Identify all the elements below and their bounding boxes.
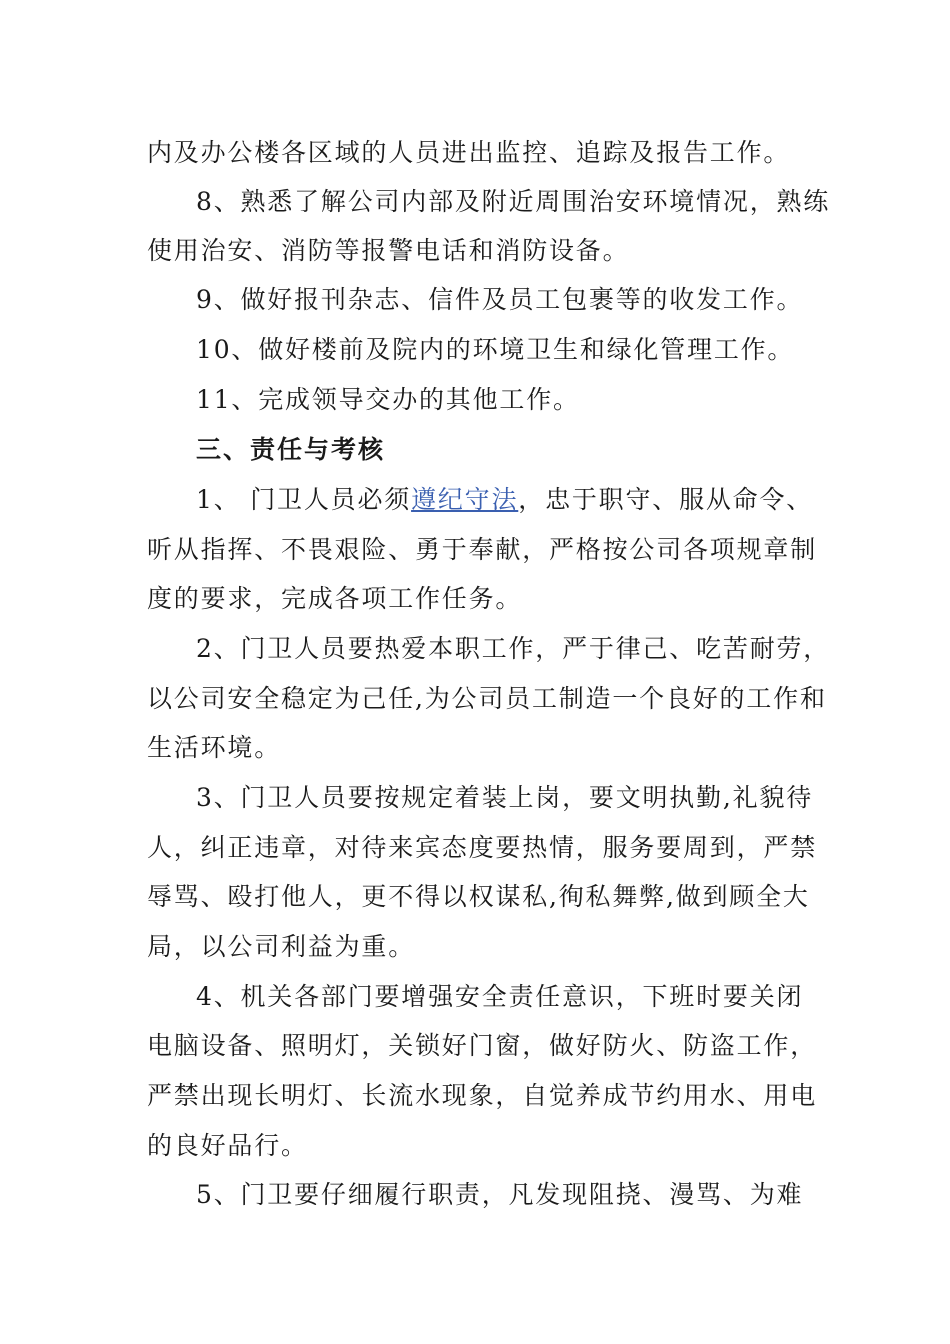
hyperlink-zunjishoufa[interactable]: 遵纪守法 <box>411 485 519 514</box>
item1-prefix: 1、 门卫人员必须 <box>196 485 412 514</box>
text-line: 内及办公楼各区域的人员进出监控、追踪及报告工作。 <box>147 138 791 167</box>
text-line: 严禁出现长明灯、长流水现象，自觉养成节约用水、用电 <box>147 1081 818 1110</box>
text-line: 以公司安全稳定为己任,为公司员工制造一个良好的工作和 <box>147 684 827 713</box>
text-line: 11、完成领导交办的其他工作。 <box>196 385 580 414</box>
text-line: 9、做好报刊杂志、信件及员工包裹等的收发工作。 <box>196 285 804 314</box>
text-line: 辱骂、殴打他人，更不得以权谋私,徇私舞弊,做到顾全大 <box>147 882 810 911</box>
text-line: 使用治安、消防等报警电话和消防设备。 <box>147 236 630 265</box>
item1-suffix: ，忠于职守、服从命令、 <box>518 485 814 514</box>
text-line: 生活环境。 <box>147 733 282 762</box>
text-line: 5、门卫要仔细履行职责，凡发现阻挠、漫骂、为难 <box>196 1180 804 1209</box>
text-line <box>196 485 856 515</box>
section-heading: 三、责任与考核 <box>196 435 386 464</box>
text-line: 度的要求，完成各项工作任务。 <box>147 584 523 613</box>
text-line: 3、门卫人员要按规定着装上岗，要文明执勤,礼貌待 <box>196 783 814 812</box>
text-line: 8、熟悉了解公司内部及附近周围治安环境情况，熟练 <box>196 187 831 216</box>
text-line: 局，以公司利益为重。 <box>147 932 416 961</box>
text-line: 4、机关各部门要增强安全责任意识，下班时要关闭 <box>196 982 804 1011</box>
text-line: 人，纠正违章，对待来宾态度要热情，服务要周到，严禁 <box>147 833 818 862</box>
text-line: 10、做好楼前及院内的环境卫生和绿化管理工作。 <box>196 335 795 364</box>
text-line: 的良好品行。 <box>147 1131 308 1160</box>
text-line: 听从指挥、不畏艰险、勇于奉献，严格按公司各项规章制 <box>147 535 818 564</box>
text-line: 电脑设备、照明灯，关锁好门窗，做好防火、防盗工作， <box>147 1031 818 1060</box>
text-line: 2、门卫人员要热爱本职工作，严于律己、吃苦耐劳， <box>196 634 831 663</box>
